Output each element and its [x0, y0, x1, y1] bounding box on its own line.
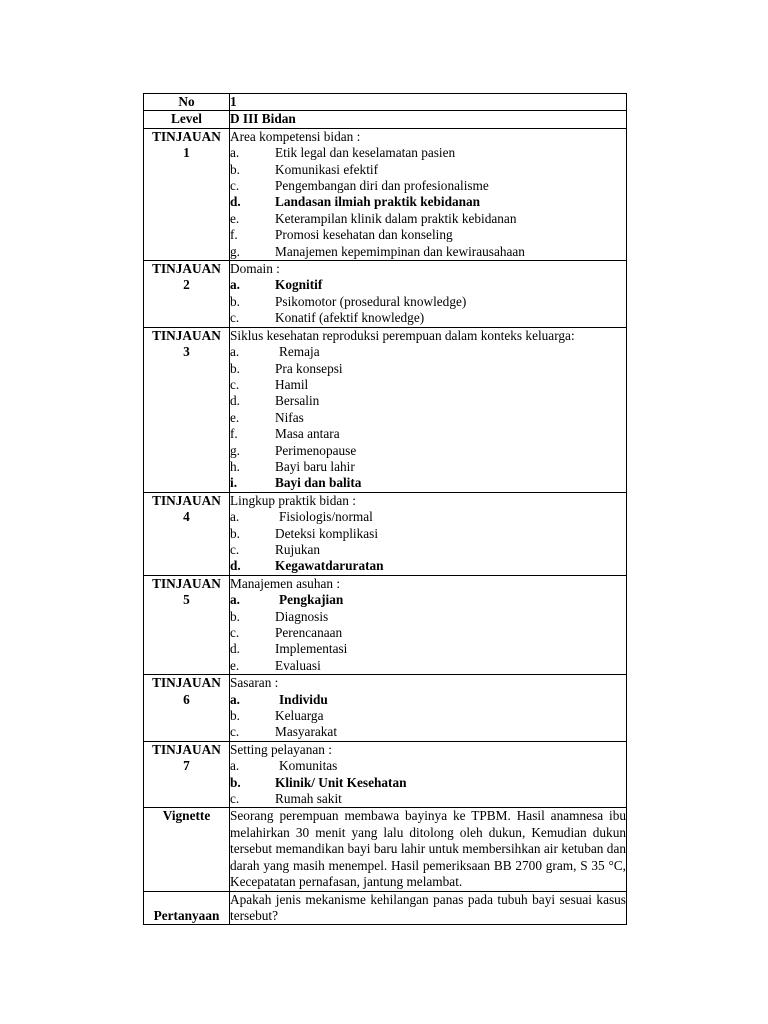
option-text: Implementasi: [275, 641, 348, 657]
vignette-label: Vignette: [144, 808, 230, 891]
tinjauan-heading: Area kompetensi bidan :: [230, 128, 361, 144]
option-text: Bersalin: [275, 393, 320, 409]
row-tinjauan-2: [144, 261, 627, 328]
option-letter: a.: [230, 691, 240, 707]
option-item-selected: [230, 475, 626, 491]
tinjauan-label: [144, 327, 230, 492]
option-text: Bayi dan balita: [275, 475, 362, 491]
option-item: [230, 609, 626, 625]
option-text: Nifas: [275, 409, 304, 425]
option-letter: g.: [230, 243, 240, 259]
tinjauan-number: 7: [183, 758, 190, 774]
option-text: Promosi kesehatan dan konseling: [275, 227, 453, 243]
option-item: [230, 162, 626, 178]
option-text: Rujukan: [275, 541, 321, 557]
row-vignette: [144, 808, 627, 891]
option-letter: b.: [230, 774, 241, 790]
option-letter: d.: [230, 393, 240, 409]
option-text: Perimenopause: [275, 442, 357, 458]
tinjauan-content: [230, 128, 627, 260]
option-letter: a.: [230, 758, 240, 774]
tinjauan-label: [144, 492, 230, 575]
option-text: Bayi baru lahir: [275, 458, 355, 474]
row-tinjauan-1: [144, 128, 627, 260]
tinjauan-label: [144, 575, 230, 674]
option-letter: b.: [230, 293, 240, 309]
option-text: Komunikasi efektif: [275, 161, 379, 177]
option-text: Psikomotor (prosedural knowledge): [275, 293, 467, 309]
tinjauan-content: [230, 327, 627, 492]
option-letter: h.: [230, 458, 240, 474]
option-item: [230, 791, 626, 807]
tinjauan-label: [144, 128, 230, 260]
tinjauan-content: [230, 675, 627, 742]
option-item: [230, 227, 626, 243]
option-letter: b.: [230, 525, 240, 541]
option-letter: a.: [230, 344, 240, 360]
option-item: [230, 542, 626, 558]
option-letter: a.: [230, 509, 240, 525]
row-tinjauan-4: [144, 492, 627, 575]
option-item: [230, 426, 626, 442]
option-letter: d.: [230, 641, 240, 657]
tinjauan-number: 1: [183, 145, 190, 161]
row-no: [144, 94, 627, 111]
option-letter: e.: [230, 409, 240, 425]
tinjauan-title: TINJAUAN: [152, 492, 221, 508]
option-letter: f.: [230, 227, 238, 243]
option-text: Komunitas: [279, 758, 338, 774]
option-text: Keterampilan klinik dalam praktik kebidanan: [275, 210, 517, 226]
option-text: Evaluasi: [275, 657, 321, 673]
option-text: Masyarakat: [275, 724, 338, 740]
option-text: Kegawatdaruratan: [275, 558, 384, 574]
row-tinjauan-7: [144, 741, 627, 808]
option-letter: f.: [230, 426, 238, 442]
tinjauan-number: 3: [183, 344, 190, 360]
option-letter: b.: [230, 360, 240, 376]
option-item: [230, 344, 626, 360]
tinjauan-heading: Manajemen asuhan :: [230, 575, 341, 591]
option-item: [230, 758, 626, 774]
option-item: [230, 377, 626, 393]
tinjauan-heading: Sasaran :: [230, 675, 279, 691]
option-letter: c.: [230, 310, 240, 326]
option-text: Rumah sakit: [275, 791, 342, 807]
vignette-text: Seorang perempuan membawa bayinya ke TPBM. Hasil anamnesa ibu melahirkan 30 menit yang lalu ditolong oleh dukun, Kemudian dukun tersebut memandikan bayi baru lahir untuk membersihkan air ketuban dan darah yang masih menempel. Hasil pemeriksaan BB 2700 gram, S 35 °C, Kecepatatan pernafasan, jantung melambat.: [230, 808, 626, 890]
tinjauan-number: 5: [183, 592, 190, 608]
tinjauan-heading: Lingkup praktik bidan :: [230, 492, 356, 508]
option-item-selected: [230, 194, 626, 210]
option-letter: c.: [230, 376, 240, 392]
option-letter: i.: [230, 475, 238, 491]
option-letter: b.: [230, 161, 240, 177]
option-item: [230, 410, 626, 426]
option-text: Landasan ilmiah praktik kebidanan: [275, 194, 481, 210]
option-letter: b.: [230, 608, 240, 624]
option-item: [230, 244, 626, 260]
option-letter: e.: [230, 210, 240, 226]
option-text: Keluarga: [275, 708, 324, 724]
option-letter: a.: [230, 277, 240, 293]
level-value: D III Bidan: [230, 111, 627, 128]
tinjauan-content: [230, 575, 627, 674]
pertanyaan-text: Apakah jenis mekanisme kehilangan panas pada tubuh bayi sesuai kasus tersebut?: [230, 891, 626, 923]
tinjauan-label: [144, 675, 230, 742]
option-letter: c.: [230, 178, 240, 194]
option-text: Klinik/ Unit Kesehatan: [275, 774, 407, 790]
option-item-selected: [230, 277, 626, 293]
option-text: Manajemen kepemimpinan dan kewirausahaan: [275, 243, 525, 259]
option-item: [230, 658, 626, 674]
tinjauan-title: TINJAUAN: [152, 575, 221, 591]
soal-table: [143, 93, 627, 925]
option-item: [230, 708, 626, 724]
tinjauan-number: 4: [183, 509, 190, 525]
option-text: Pengembangan diri dan profesionalisme: [275, 178, 489, 194]
option-letter: b.: [230, 708, 240, 724]
no-label: No: [144, 94, 230, 111]
option-letter: d.: [230, 558, 241, 574]
option-item: [230, 178, 626, 194]
option-letter: g.: [230, 442, 240, 458]
option-letter: e.: [230, 657, 240, 673]
tinjauan-heading: Setting pelayanan :: [230, 741, 332, 757]
option-item-selected: [230, 592, 626, 608]
tinjauan-content: [230, 492, 627, 575]
option-letter: c.: [230, 791, 240, 807]
row-pertanyaan: [144, 891, 627, 925]
option-letter: c.: [230, 625, 240, 640]
tinjauan-title: TINJAUAN: [152, 261, 221, 277]
option-item: [230, 145, 626, 161]
tinjauan-title: TINJAUAN: [152, 675, 221, 691]
option-item: [230, 625, 626, 641]
option-item: [230, 443, 626, 459]
option-letter: c.: [230, 724, 240, 740]
option-text: Pra konsepsi: [275, 360, 343, 376]
option-item: [230, 294, 626, 310]
option-text: Remaja: [279, 344, 320, 360]
option-letter: a.: [230, 145, 240, 161]
option-text: Individu: [279, 691, 328, 707]
tinjauan-title: TINJAUAN: [152, 741, 221, 757]
level-label: Level: [144, 111, 230, 128]
option-item: [230, 211, 626, 227]
option-letter: a.: [230, 592, 240, 608]
tinjauan-number: 2: [183, 277, 190, 293]
option-item-selected: [230, 558, 626, 574]
option-text: Masa antara: [275, 426, 340, 442]
option-letter: c.: [230, 541, 240, 557]
option-item: [230, 393, 626, 409]
option-text: Konatif (afektif knowledge): [275, 310, 425, 326]
row-level: [144, 111, 627, 128]
option-text: Diagnosis: [275, 608, 329, 624]
tinjauan-heading: Domain :: [230, 261, 280, 277]
row-tinjauan-5: [144, 575, 627, 674]
tinjauan-heading: Siklus kesehatan reproduksi perempuan dalam konteks keluarga:: [230, 327, 575, 343]
option-text: Hamil: [275, 376, 309, 392]
tinjauan-label: [144, 741, 230, 808]
option-item: [230, 361, 626, 377]
tinjauan-title: TINJAUAN: [152, 128, 221, 144]
option-item: [230, 459, 626, 475]
row-tinjauan-3: [144, 327, 627, 492]
tinjauan-number: 6: [183, 691, 190, 707]
tinjauan-label: [144, 261, 230, 328]
option-letter: d.: [230, 194, 241, 210]
tinjauan-content: [230, 261, 627, 328]
option-text: Pengkajian: [279, 592, 344, 608]
option-item: [230, 724, 626, 740]
option-item: [230, 310, 626, 326]
tinjauan-title: TINJAUAN: [152, 327, 221, 343]
option-text: Etik legal dan keselamatan pasien: [275, 145, 456, 161]
option-item: [230, 509, 626, 525]
option-item-selected: [230, 692, 626, 708]
option-item-selected: [230, 775, 626, 791]
option-text: Kognitif: [275, 277, 323, 293]
option-item: [230, 641, 626, 657]
option-item: [230, 526, 626, 542]
option-text: Fisiologis/normal: [279, 509, 373, 525]
option-text: Deteksi komplikasi: [275, 525, 379, 541]
no-value: 1: [230, 94, 627, 111]
pertanyaan-label: Pertanyaan: [144, 891, 230, 925]
row-tinjauan-6: [144, 675, 627, 742]
option-text: Perencanaan: [275, 625, 343, 640]
tinjauan-content: [230, 741, 627, 808]
